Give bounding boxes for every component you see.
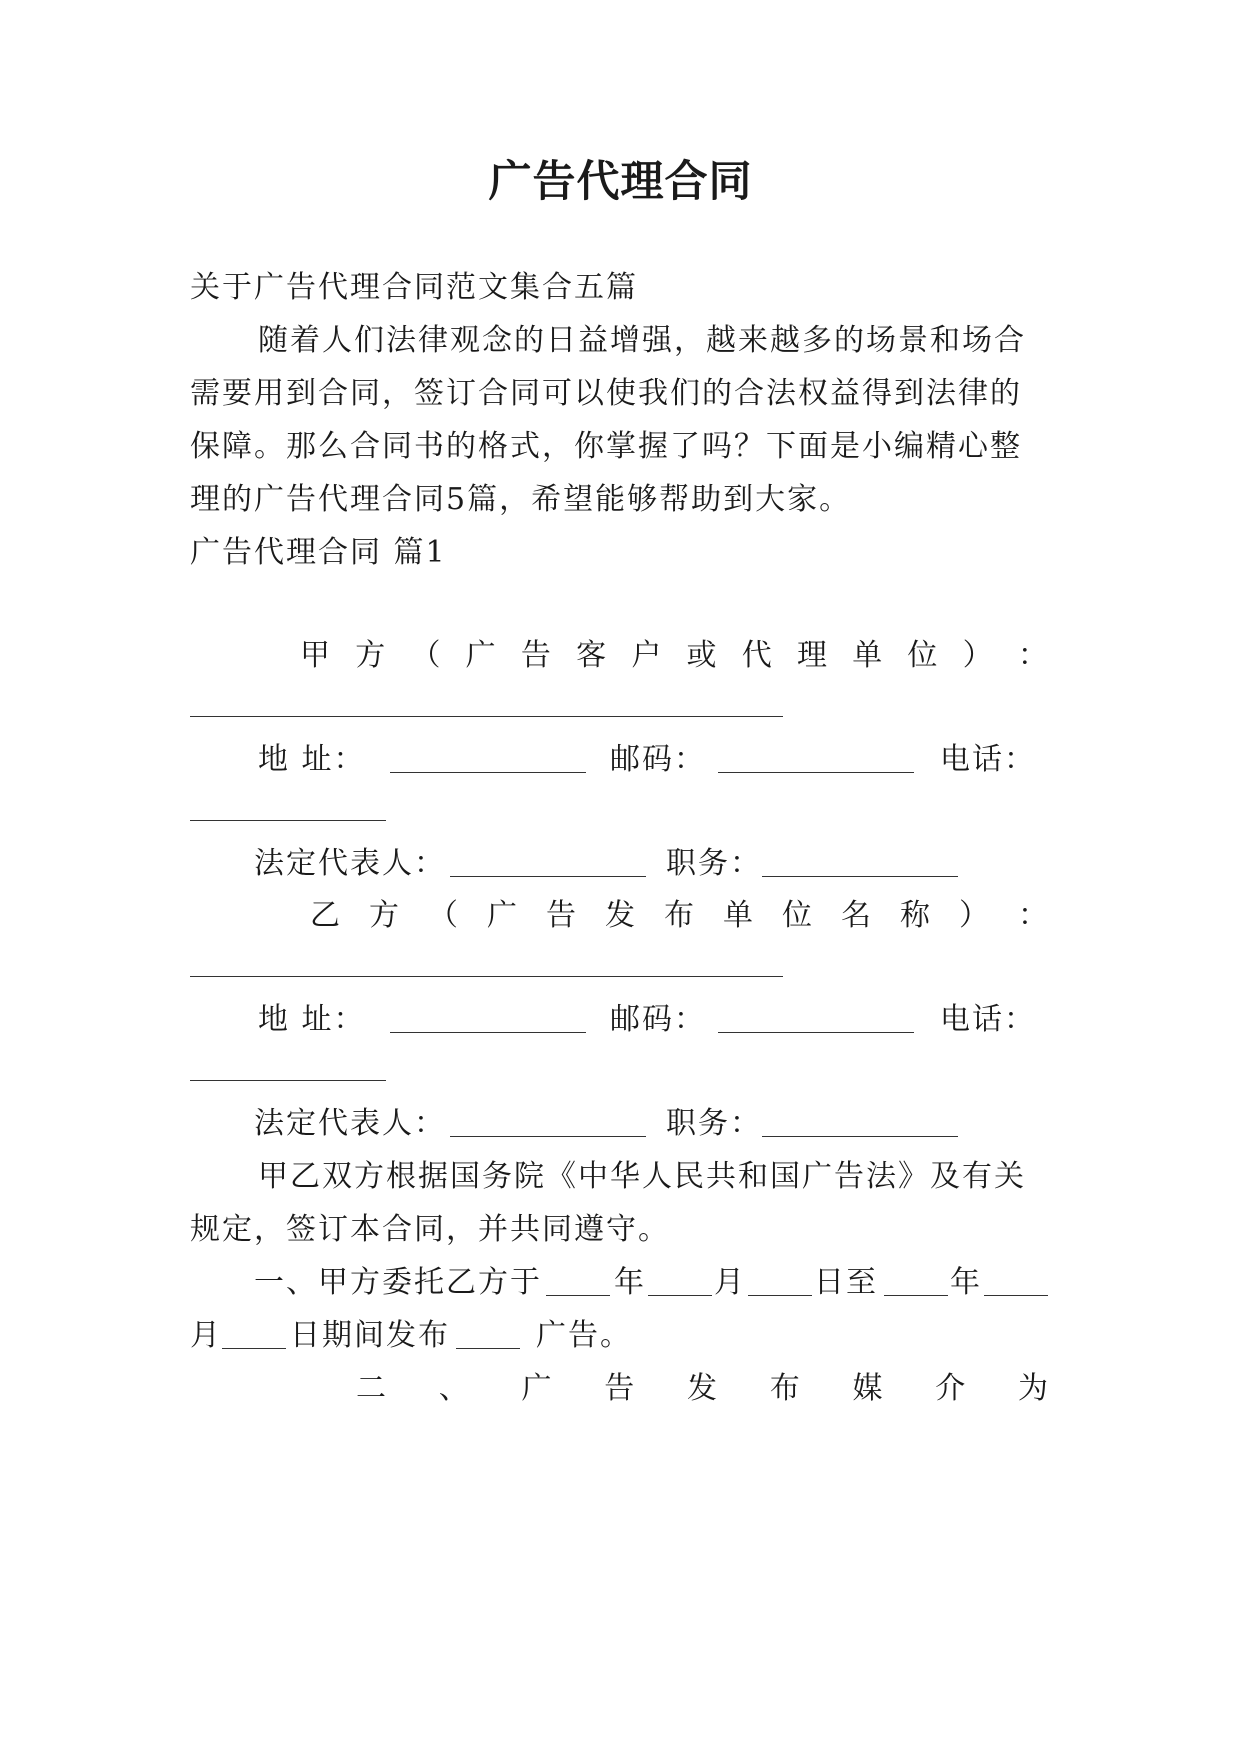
party-b-address-label: 地 址： — [258, 1002, 366, 1037]
intro-line-3: 保障。那么合同书的格式，你掌握了吗？下面是小编精心整 — [190, 429, 1022, 464]
party-b-postcode-blank — [718, 1004, 914, 1033]
party-b-label — [310, 896, 1050, 936]
party-b-label-char: 告 — [546, 898, 578, 933]
clause-1-year-blank-2 — [884, 1267, 948, 1296]
intro-line-4: 理的广告代理合同5篇，希望能够帮助到大家。 — [190, 482, 852, 517]
party-a-label-char: 代 — [741, 638, 774, 673]
clause-1-day-period: 日期间发布 — [290, 1318, 450, 1353]
clause-1-month-2: 月 — [190, 1318, 222, 1353]
party-a-label-char: 或 — [686, 638, 719, 673]
party-a-postcode-blank — [718, 744, 914, 773]
clause-1-suffix: 广告。 — [536, 1318, 632, 1353]
party-b-label-char: 发 — [605, 898, 637, 933]
party-b-label-char: 单 — [723, 898, 755, 933]
party-b-address-blank — [390, 1004, 586, 1033]
clause-2-char: 布 — [769, 1371, 802, 1406]
party-a-label-char: 告 — [520, 638, 553, 673]
party-a-label-char: 户 — [631, 638, 664, 673]
party-a-label-char: 广 — [465, 638, 498, 673]
clause-2-char: 媒 — [852, 1371, 885, 1406]
basis-line-2: 规定，签订本合同，并共同遵守。 — [190, 1212, 670, 1247]
party-b-label-char: ） — [959, 898, 991, 933]
party-a-address-blank — [390, 744, 586, 773]
clause-2-char: 二 — [356, 1371, 388, 1406]
party-b-label-char: 方 — [369, 898, 401, 933]
clause-1-ad-blank — [456, 1320, 520, 1349]
clause-1-day-blank-2 — [222, 1320, 286, 1349]
party-a-label — [300, 636, 1050, 676]
party-a-position-blank — [762, 848, 958, 877]
party-b-label-char: （ — [428, 898, 460, 933]
party-b-label-char: 位 — [782, 898, 814, 933]
party-b-phone-label: 电话： — [940, 1002, 1036, 1037]
party-b-position-blank — [762, 1108, 958, 1137]
clause-1-month-1: 月 — [714, 1265, 746, 1300]
party-a-rep-blank — [450, 848, 646, 877]
party-a-label-char: 位 — [907, 638, 940, 673]
party-b-position-label: 职务： — [666, 1106, 762, 1141]
party-a-phone-label: 电话： — [940, 742, 1036, 777]
clause-1-year-1: 年 — [614, 1265, 646, 1300]
party-a-postcode-label: 邮码： — [610, 742, 706, 777]
party-a-position-label: 职务： — [666, 846, 762, 881]
party-a-phone-blank — [190, 820, 386, 821]
clause-1-day-blank-1 — [748, 1267, 812, 1296]
party-a-label-char: ） — [962, 638, 995, 673]
party-a-label-char: （ — [410, 638, 443, 673]
party-b-label-char: ： — [1018, 898, 1050, 933]
party-b-label-char: 乙 — [310, 898, 342, 933]
subtitle: 关于广告代理合同范文集合五篇 — [190, 270, 638, 305]
clause-1-prefix: 一、甲方委托乙方于 — [254, 1265, 542, 1300]
party-a-label-char: ： — [1017, 638, 1050, 673]
party-b-label-char: 称 — [900, 898, 932, 933]
clause-1-month-blank-2 — [984, 1267, 1048, 1296]
clause-1-year-2: 年 — [950, 1265, 982, 1300]
clause-2-char: 告 — [604, 1371, 637, 1406]
clause-1-year-blank-1 — [546, 1267, 610, 1296]
party-a-label-char: 客 — [576, 638, 609, 673]
party-a-label-char: 单 — [852, 638, 885, 673]
clause-2-line — [356, 1369, 1050, 1409]
party-b-label-char: 广 — [487, 898, 519, 933]
intro-line-1: 随着人们法律观念的日益增强，越来越多的场景和场合 — [258, 323, 1026, 358]
party-b-name-blank — [190, 976, 783, 977]
clause-2-char: 广 — [521, 1371, 554, 1406]
clause-1-month-blank-1 — [648, 1267, 712, 1296]
party-b-postcode-label: 邮码： — [610, 1002, 706, 1037]
party-a-label-char: 理 — [796, 638, 829, 673]
party-b-phone-blank — [190, 1080, 386, 1081]
basis-line-1: 甲乙双方根据国务院《中华人民共和国广告法》及有关 — [258, 1159, 1026, 1194]
clause-1-day-to: 日至 — [814, 1265, 878, 1300]
party-a-address-label: 地 址： — [258, 742, 366, 777]
party-b-label-char: 布 — [664, 898, 696, 933]
party-b-rep-blank — [450, 1108, 646, 1137]
clause-2-char: 为 — [1018, 1371, 1050, 1406]
party-b-label-char: 名 — [841, 898, 873, 933]
clause-2-char: 、 — [438, 1371, 471, 1406]
party-a-rep-label: 法定代表人： — [254, 846, 446, 881]
party-a-label-char: 方 — [355, 638, 388, 673]
clause-2-char: 发 — [687, 1371, 719, 1406]
party-b-rep-label: 法定代表人： — [254, 1106, 446, 1141]
party-a-name-blank — [190, 716, 783, 717]
document-title: 广告代理合同 — [488, 157, 753, 207]
party-a-label-char: 甲 — [300, 638, 332, 673]
intro-line-2: 需要用到合同，签订合同可以使我们的合法权益得到法律的 — [190, 376, 1022, 411]
clause-2-char: 介 — [935, 1371, 968, 1406]
section-heading: 广告代理合同 篇1 — [190, 535, 447, 570]
